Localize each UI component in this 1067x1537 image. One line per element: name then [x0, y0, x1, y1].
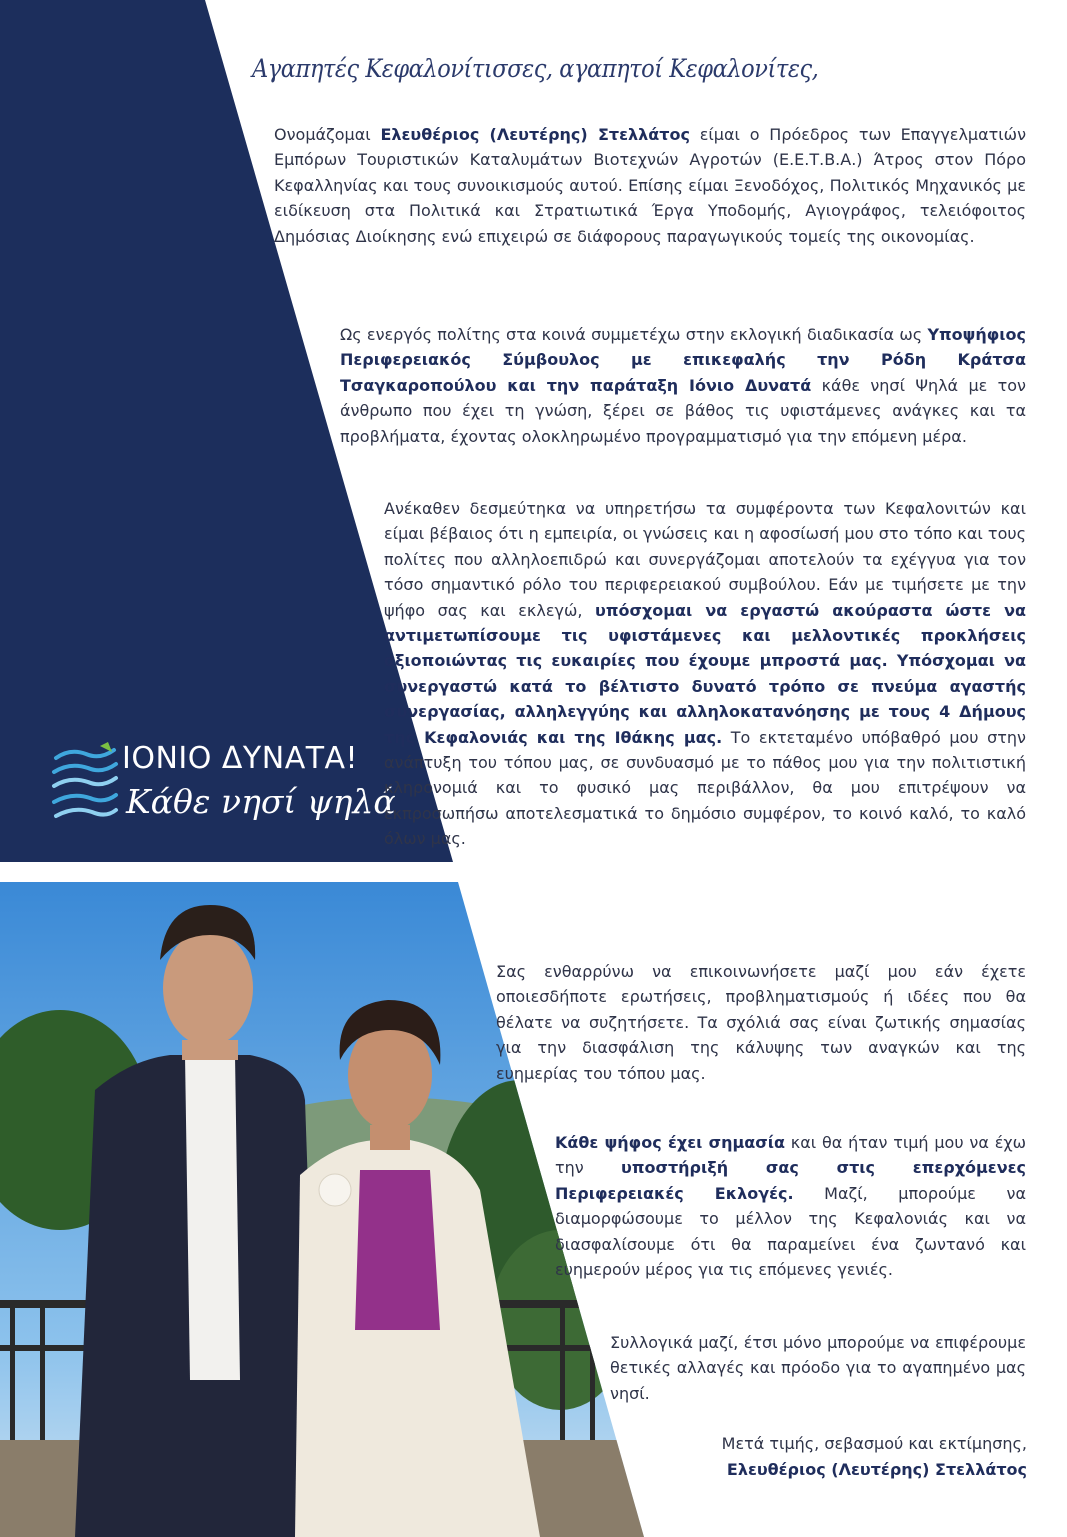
bold-text-segment: υπόσχομαι να εργαστώ ακούραστα ώστε να αντιμετωπίσουμε τις υφιστάμενες και μελλοντικές προκλήσεις αξιοποιώντας τις ευκαιρίες που έχουμε μπροστά μας. Υπόσχομαι να συνεργαστώ κατά το βέλτιστο δυνατό τρόπο σε πνεύμα αγαστής συνεργασίας, αλληλεγγύης και αλληλοκατανόησης με τους 4 Δήμους της Κεφαλονιάς και της Ιθάκης μας.	[384, 600, 1027, 747]
bold-text-segment: υποστήριξή σας στις επερχόμενες Περιφερειακές Εκλογές.	[555, 1158, 1026, 1203]
text-segment: είμαι ο Πρόεδρος των Επαγγελματιών Εμπόρων Τουριστικών Καταλυμάτων Βιοτεχνών Αγροτών (Ε.Ε.Τ.Β.Α.) Άτρος στον Πόρο Κεφαλληνίας και τους συνοικισμούς αυτού. Επίσης είμαι Ξενοδόχος, Πολιτικός Μηχανικός με ειδίκευση στα Πολιτικά και Στρατιωτικά Έργα Υποδομής, Αγιογράφος, τελειόφοιτος Δημόσιας Διοίκησης ενώ επιχειρώ σε διάφορους παραγωγικούς τομείς της οικονομίας.	[274, 125, 1027, 246]
logo-title: ΙΟΝΙΟ ΔΥΝΑΤΑ!	[122, 741, 359, 776]
text-segment: Ως ενεργός πολίτης στα κοινά συμμετέχω στην εκλογική διαδικασία ως	[340, 325, 928, 344]
paragraph-contact	[496, 959, 1026, 1086]
text-segment: Συλλογικά μαζί, έτσι μόνο μπορούμε να επιφέρουμε θετικές αλλαγές και πρόοδο για το αγαπημένο μας νησί.	[610, 1333, 1026, 1403]
paragraph-commitment	[384, 496, 1026, 852]
text-segment: Το εκτεταμένο υπόβαθρό μου στην ανάπτυξη του τόπου μας, σε συνδυασμό με το πάθος μου για την πολιτιστική κληρονομιά και το φυσικό μας περιβάλλον, θα μου επιτρέψουν να εκπροσωπήσω αποτελεσματικά το δημόσιο συμφέρον, το κοινό καλό, το καλό όλων μας.	[384, 727, 1026, 849]
text-segment: Μαζί, μπορούμε να διαμορφώσουμε το μέλλον της Κεφαλονιάς και να διασφαλίσουμε ότι θα παραμείνει ένα ζωντανό και ευημερούν μέρος για τις επόμενες γενιές.	[555, 1183, 1026, 1280]
bold-text-segment: Υποψήφιος Περιφερειακός Σύμβουλος με επικεφαλής την Ρόδη Κράτσα Τσαγκαροπούλου και την παράταξη Ιόνιο Δυνατά	[340, 325, 1026, 395]
closing-text: Μετά τιμής, σεβασμού και εκτίμησης,	[721, 1434, 1027, 1453]
paragraph-together	[610, 1330, 1026, 1406]
signature-name: Ελευθέριος (Λευτέρης) Στελλάτος	[726, 1460, 1027, 1479]
paragraph-vote	[555, 1130, 1026, 1282]
greeting-heading: Αγαπητές Κεφαλονίτισσες, αγαπητοί Κεφαλονίτες,	[252, 54, 819, 83]
paragraph-intro	[274, 122, 1026, 249]
bold-text-segment: Κάθε ψήφος έχει σημασία	[555, 1133, 785, 1152]
text-segment: Ανέκαθεν δεσμεύτηκα να υπηρετήσω τα συμφέροντα των Κεφαλονιτών και είμαι βέβαιος ότι η εμπειρία, οι γνώσεις και η αφοσίωσή μου στο τόπο και τους πολίτες που αλληλοεπιδρώ και συνεργάζομαι αποτελούν τα εχέγγυα για τον τόσο σημαντικό ρόλο του περιφερειακού συμβούλου. Εάν με τιμήσετε με την ψήφο σας και εκλεγώ,	[384, 499, 1026, 620]
text-segment: κάθε νησί Ψηλά με τον άνθρωπο που έχει τη γνώση, ξέρει σε βάθος τις υφιστάμενες ανάγκες και τα προβλήματα, έχοντας ολοκληρωμένο προγραμματισμό για την επόμενη μέρα.	[340, 375, 1026, 446]
signoff	[722, 1431, 1027, 1483]
text-segment: Σας ενθαρρύνω να επικοινωνήσετε μαζί μου εάν έχετε οποιεσδήποτε ερωτήσεις, προβληματισμούς ή ιδέες που θα θέλατε να συζητήσετε. Τα σχόλιά σας είναι ζωτικής σημασίας για την διασφάλιση της κάλυψης των αναγκών και της ευημερίας του τόπου μας.	[496, 962, 1026, 1083]
logo-slogan: Κάθε νησί ψηλά	[126, 782, 396, 821]
bold-text-segment: Ελευθέριος (Λευτέρης) Στελλάτος	[380, 125, 690, 144]
paragraph-candidacy	[340, 322, 1026, 449]
text-segment: και θα ήταν τιμή μου να έχω την	[555, 1133, 1027, 1178]
text-segment: Ονομάζομαι	[274, 125, 381, 144]
